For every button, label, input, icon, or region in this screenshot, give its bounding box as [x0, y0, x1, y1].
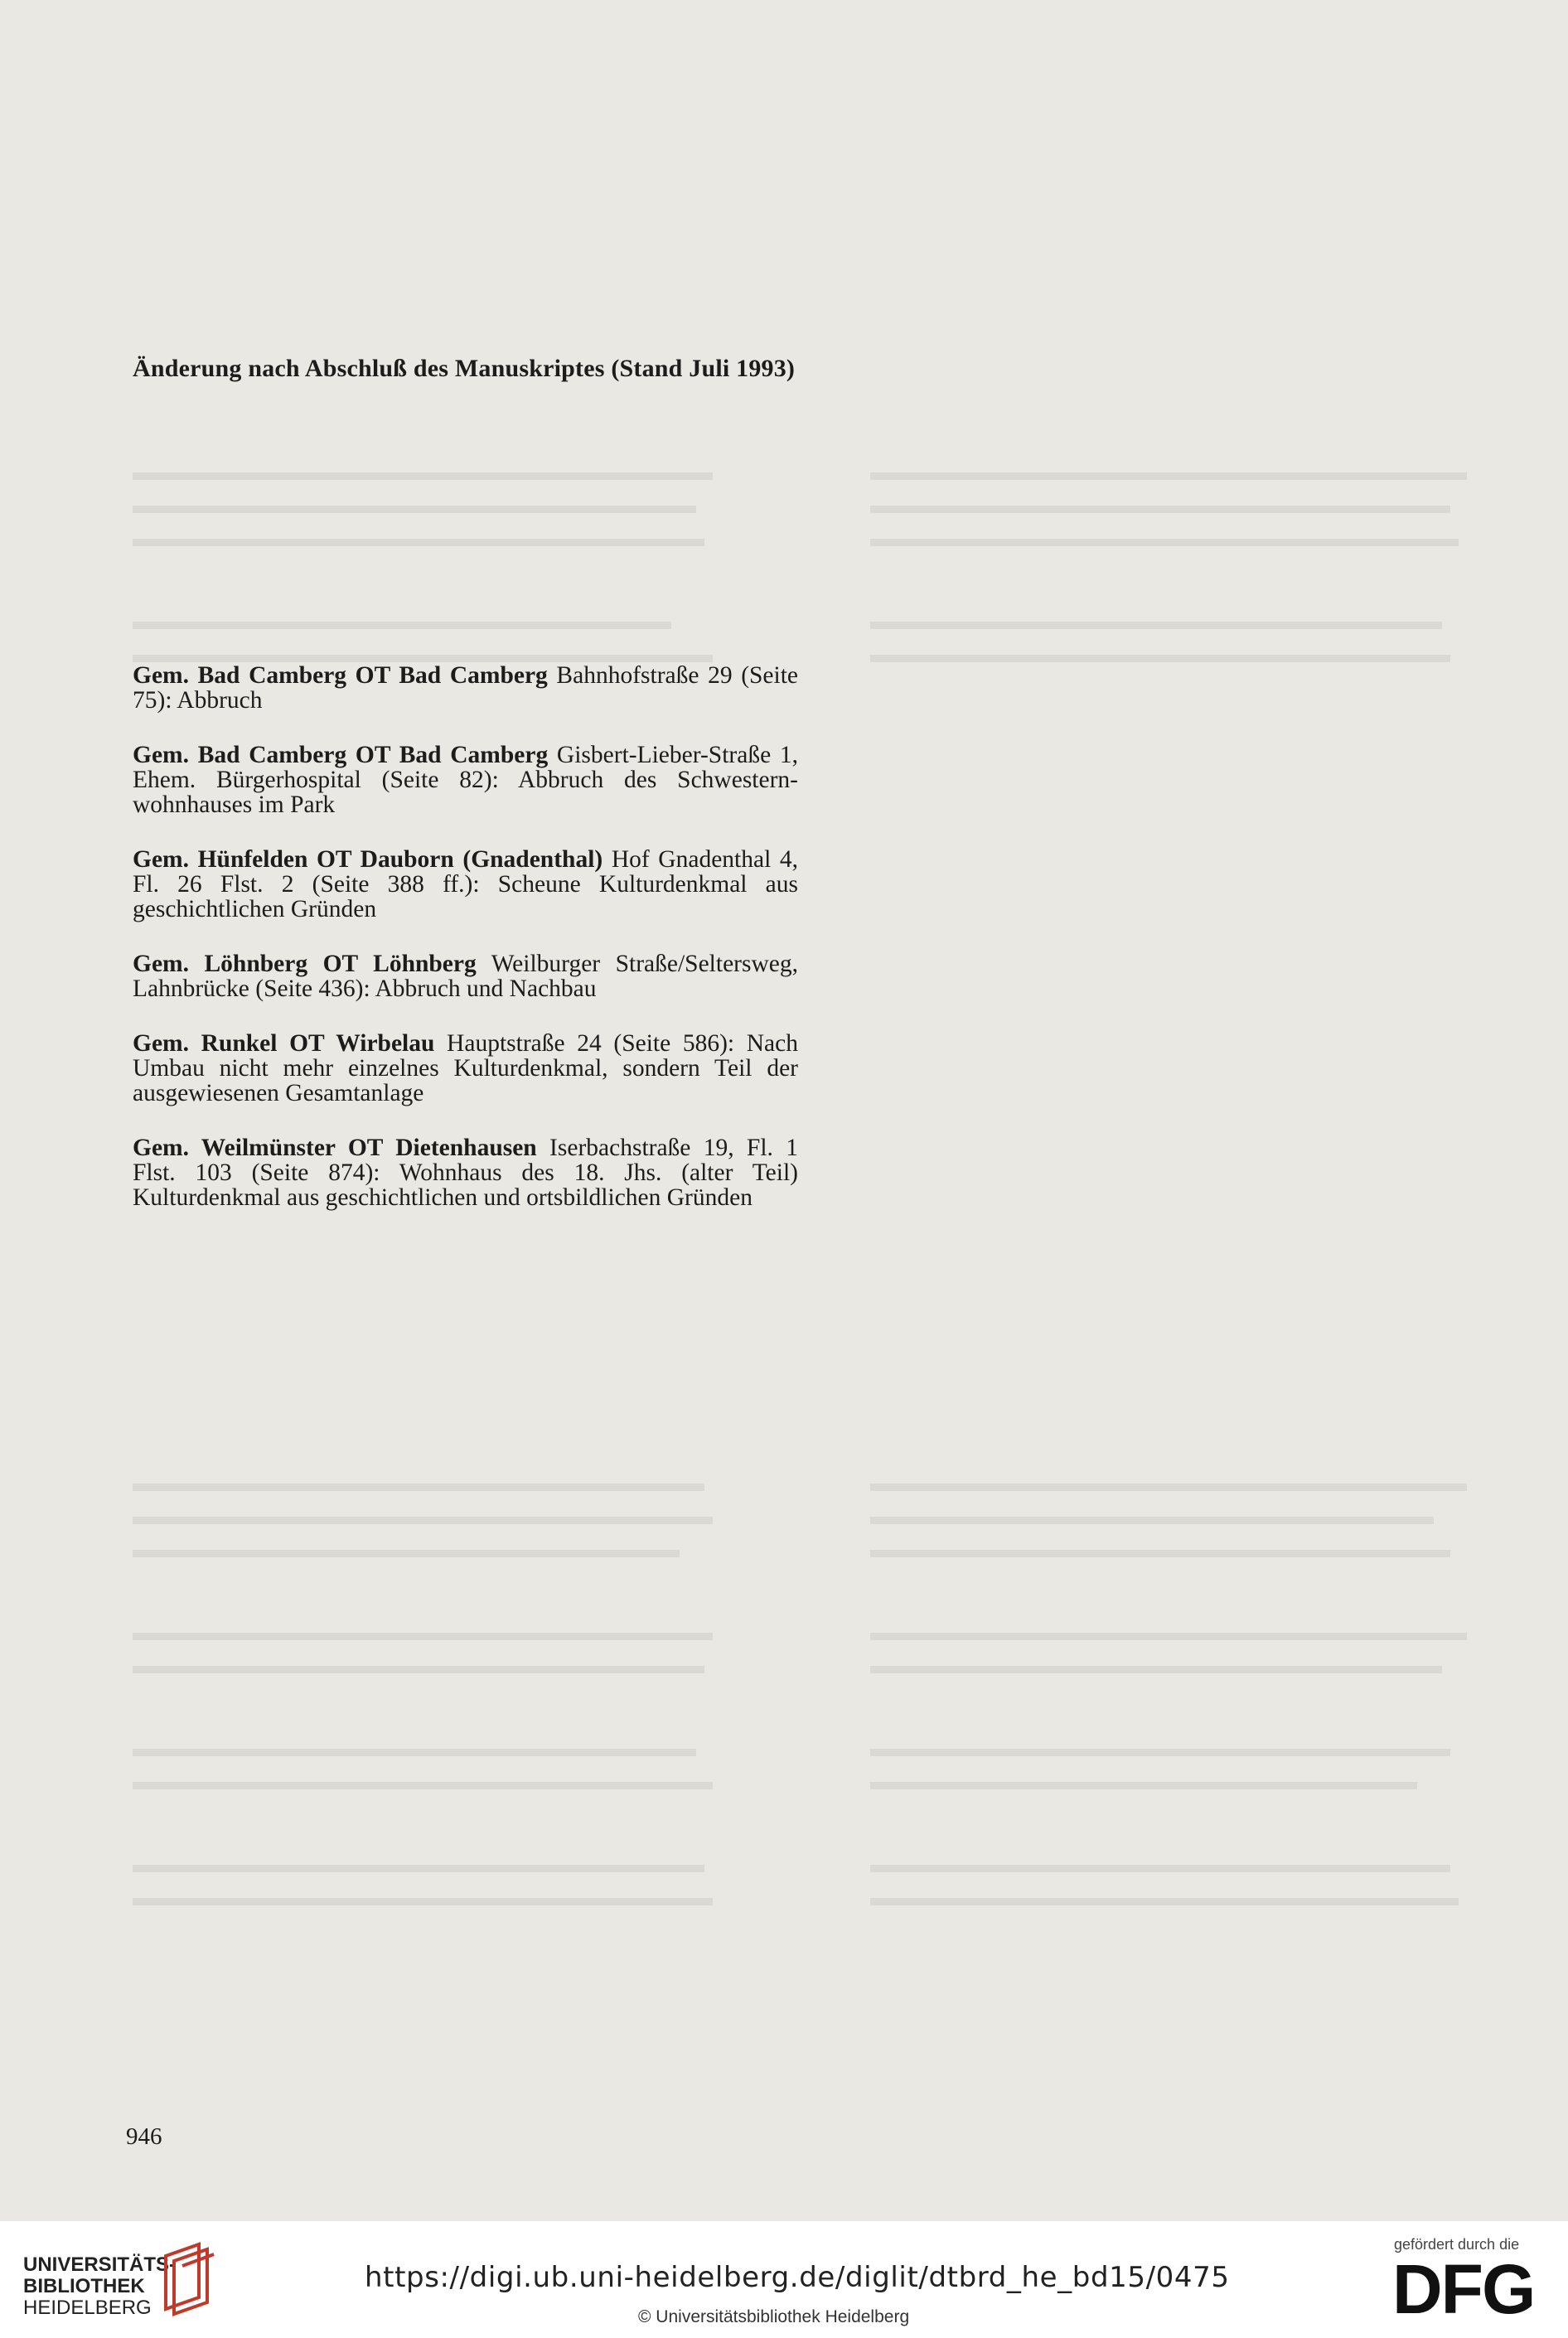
entry-text: Iserbachstraße 19, Fl. 1 Flst. 103 (Seite 874): Wohnhaus des 18. Jhs. (alter Teil) Kulturdenkmal aus geschichtlichen und ortsbildlichen Gründen — [133, 1135, 798, 1211]
list-item — [133, 951, 798, 1001]
entry-text: Gisbert-Lieber-Straße 1, Ehem. Bürgerhospital (Seite 82): Abbruch des Schwestern-wohnhauses im Park — [133, 742, 798, 818]
list-item — [133, 743, 798, 817]
list-item — [133, 1135, 798, 1210]
entry-text: Hof Gnadenthal 4, Fl. 26 Flst. 2 (Seite 388 ff.): Scheune Kulturdenkmal aus geschichtlichen Gründen — [133, 846, 798, 922]
dfg-logo: DFG — [1392, 2250, 1535, 2328]
entry-location: Gem. Bad Camberg OT Bad Camberg — [133, 662, 548, 689]
document-heading: Änderung nach Abschluß des Manuskriptes (Stand Juli 1993) — [133, 355, 796, 382]
list-item — [133, 663, 798, 713]
list-item — [133, 1031, 798, 1106]
funding-note: gefördert durch die — [1394, 2236, 1520, 2253]
library-name-line1: UNIVERSITÄTS- — [23, 2253, 177, 2276]
page-url-link[interactable]: https://digi.ub.uni-heidelberg.de/diglit/dtbrd_he_bd15/0475 — [365, 2261, 1230, 2294]
page-number: 946 — [126, 2123, 162, 2150]
change-entries — [133, 663, 798, 1240]
library-logo-icon — [159, 2239, 217, 2319]
entry-location: Gem. Runkel OT Wirbelau — [133, 1030, 435, 1057]
entry-text: Weilburger Straße/Seltersweg, Lahnbrücke (Seite 436): Abbruch und Nachbau — [133, 951, 798, 1002]
entry-location: Gem. Löhnberg OT Löhnberg — [133, 951, 477, 977]
list-item — [133, 847, 798, 922]
library-name — [23, 2254, 176, 2319]
library-name-line3: HEIDELBERG — [23, 2297, 152, 2319]
entry-text: Bahnhofstraße 29 (Seite 75): Abbruch — [133, 662, 798, 714]
entry-text: Hauptstraße 24 (Seite 586): Nach Umbau nicht mehr einzelnes Kulturdenkmal, sondern Teil der ausgewiesenen Gesamtanlage — [133, 1030, 798, 1106]
entry-location: Gem. Bad Camberg OT Bad Camberg — [133, 742, 549, 768]
entry-location: Gem. Weilmünster OT Dietenhausen — [133, 1135, 537, 1161]
copyright-notice: © Universitätsbibliothek Heidelberg — [638, 2307, 910, 2326]
viewer-footer — [0, 2221, 1568, 2338]
entry-location: Gem. Hünfelden OT Dauborn (Gnadenthal) — [133, 846, 603, 873]
library-name-line2: BIBLIOTHEK — [23, 2275, 145, 2297]
